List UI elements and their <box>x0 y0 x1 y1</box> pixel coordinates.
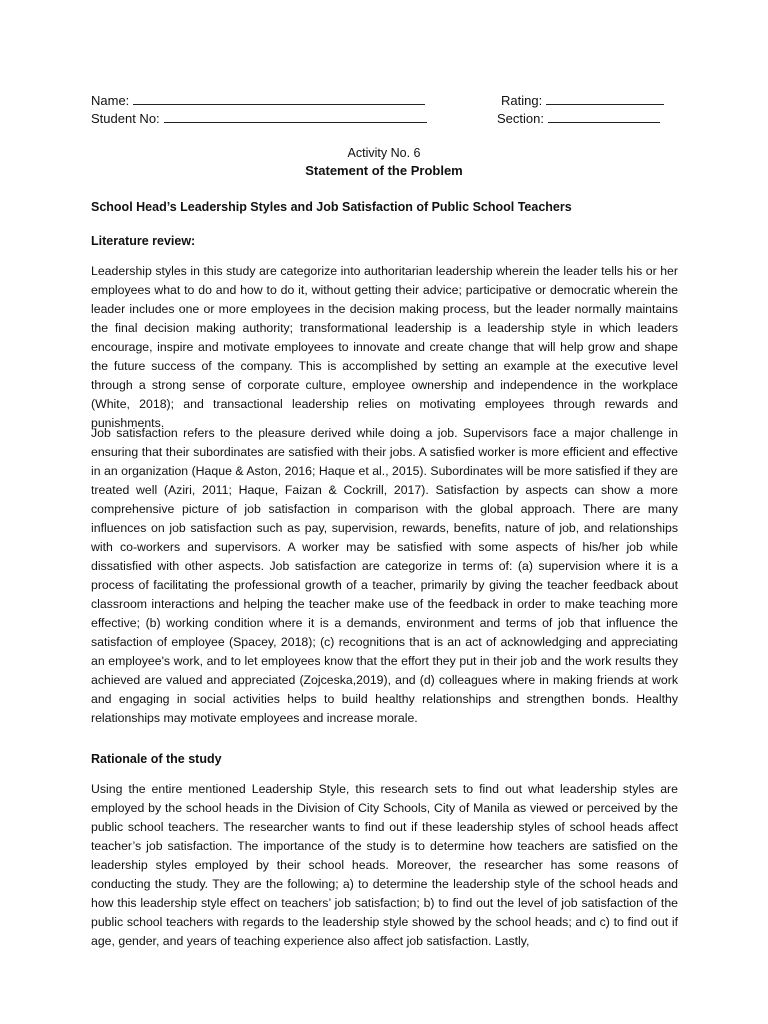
rationale-paragraph: Using the entire mentioned Leadership Style, this research sets to find out what leadership styles are employed by the school heads in the Division of City Schools, City of Manila as viewed or perceived by the public school teachers. The researcher wants to find out if these leadership styles of school heads affect teacher’s job satisfaction. The importance of the study is to determine how teachers are satisfied on the leadership styles employed by their school heads. Moreover, the researcher has some reasons of conducting the study. They are the following; a) to determine the leadership style of the school heads and how this leadership style effect on teachers’ job satisfaction; b) to find out the level of job satisfaction of the public school teachers with regards to the leadership style showed by the school heads; and c) to find out if age, gender, and years of teaching experience also affect job satisfaction. Lastly, <box>91 782 678 948</box>
statement-title: Statement of the Problem <box>305 163 463 178</box>
name-field[interactable] <box>91 92 425 109</box>
student-no-field[interactable] <box>91 110 427 127</box>
study-title: School Head’s Leadership Styles and Job Satisfaction of Public School Teachers <box>91 200 572 214</box>
rating-field[interactable] <box>501 92 664 109</box>
student-no-label: Student No: <box>91 111 160 126</box>
section-label: Section: <box>497 111 544 126</box>
literature-heading: Literature review: <box>91 234 196 248</box>
literature-paragraph-2: Job satisfaction refers to the pleasure derived while doing a job. Supervisors face a major challenge in ensuring that their subordinates are satisfied with their jobs. A satisfied worker is more efficient and effective in an organization (Haque & Aston, 2016; Haque et al., 2015). Subordinates will be more satisfied if they are treated well (Aziri, 2011; Haque, Faizan & Cockrill, 2017). Satisfaction by aspects can show a more comprehensive picture of job satisfaction in comparison with the global approach. There are many influences on job satisfaction such as pay, supervision, rewards, benefits, nature of job, and relationships with co-workers and supervisors. A worker may be satisfied with some aspects of his/her job while dissatisfied with other aspects. Job satisfaction are categorize in terms of: (a) supervision where it is a process of facilitating the professional growth of a teacher, primarily by giving the teacher feedback about classroom interactions and helping the teacher make use of the feedback in order to make teaching more effective; (b) working condition where it is a demands, environment and terms of job that influence the satisfaction of employee (Spacey, 2018); (c) recognitions that is an act of acknowledging and appreciating an employee's work, and to let employees know that the effort they put in their job and the work results they achieved are valued and appreciated (Zojceska,2019), and (d) colleagues where in making friends at work and engaging in social activities helps to build healthy relationships and strengthen bonds. Healthy relationships may motivate employees and increase morale. <box>91 426 678 725</box>
rating-blank-line[interactable] <box>546 92 664 105</box>
section-blank-line[interactable] <box>548 110 660 123</box>
rationale-heading: Rationale of the study <box>91 752 222 766</box>
rating-label: Rating: <box>501 93 543 108</box>
name-blank-line[interactable] <box>133 92 425 105</box>
activity-label: Activity No. 6 <box>347 146 421 160</box>
section-field[interactable] <box>497 110 660 127</box>
literature-paragraph-1: Leadership styles in this study are categorize into authoritarian leadership wherein the leader tells his or her employees what to do and how to do it, without getting their advice; participative or democratic wherein the leader includes one or more employees in the decision making process, but the leader normally maintains the final decision making authority; transformational leadership is a leadership style in which leaders encourage, inspire and motivate employees to innovate and create change that will help grow and shape the future success of the company. This is accomplished by setting an example at the executive level through a strong sense of corporate culture, employee ownership and independence in the workplace (White, 2018); and transactional leadership relies on motivating employees through rewards and punishments. <box>91 264 678 430</box>
student-no-blank-line[interactable] <box>164 110 427 123</box>
name-label: Name: <box>91 93 130 108</box>
